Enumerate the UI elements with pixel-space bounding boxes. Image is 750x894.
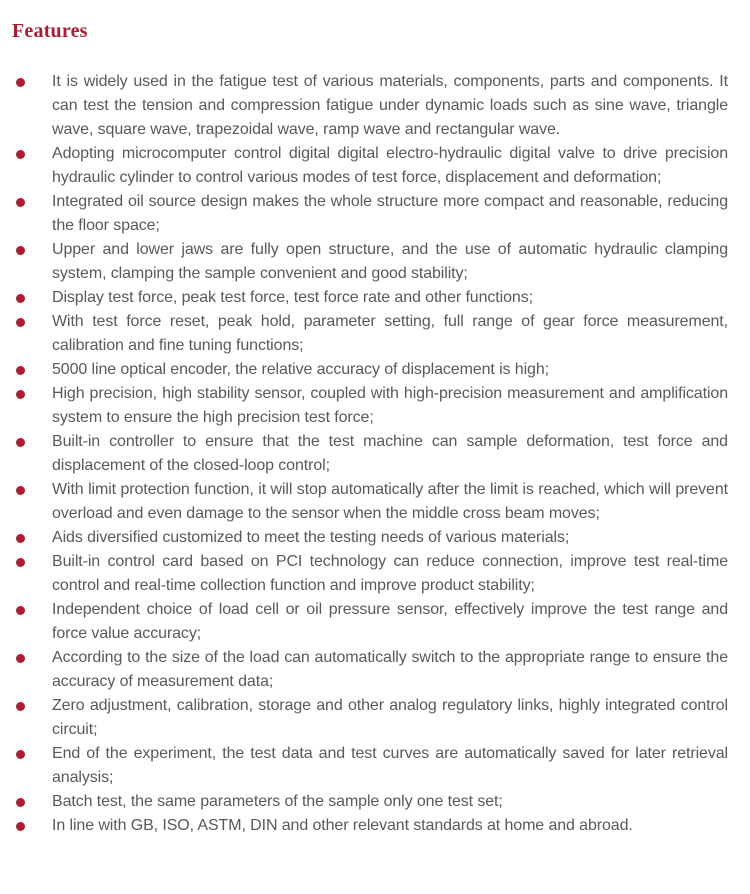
bullet-icon (16, 702, 25, 711)
bullet-icon (16, 558, 25, 567)
feature-text: Aids diversified customized to meet the testing needs of various materials; (52, 529, 570, 546)
list-item (10, 694, 728, 742)
feature-text: Display test force, peak test force, test force rate and other functions; (52, 289, 533, 306)
bullet-icon (16, 486, 25, 495)
bullet-icon (16, 366, 25, 375)
bullet-icon (16, 798, 25, 807)
list-item (10, 238, 728, 286)
list-item (10, 742, 728, 790)
feature-text: High precision, high stability sensor, coupled with high-precision measurement and amplification system to ensure the high precision test force; (52, 385, 728, 426)
feature-text: Built-in controller to ensure that the test machine can sample deformation, test force and displacement of the closed-loop control; (52, 433, 728, 474)
bullet-icon (16, 318, 25, 327)
list-item (10, 190, 728, 238)
feature-text: According to the size of the load can automatically switch to the appropriate range to ensure the accuracy of measurement data; (52, 649, 728, 690)
list-item (10, 430, 728, 478)
feature-text: 5000 line optical encoder, the relative accuracy of displacement is high; (52, 361, 549, 378)
feature-text: It is widely used in the fatigue test of various materials, components, parts and components. It can test the tension and compression fatigue under dynamic loads such as sine wave, triangle wave, square wave, trapezoidal wave, ramp wave and rectangular wave. (52, 73, 728, 138)
feature-text: Independent choice of load cell or oil pressure sensor, effectively improve the test range and force value accuracy; (52, 601, 728, 642)
bullet-icon (16, 654, 25, 663)
feature-text: Upper and lower jaws are fully open structure, and the use of automatic hydraulic clamping system, clamping the sample convenient and good stability; (52, 241, 728, 282)
list-item (10, 478, 728, 526)
list-item (10, 646, 728, 694)
features-list (10, 70, 728, 838)
list-item (10, 598, 728, 646)
page-title: Features (12, 20, 88, 42)
list-item (10, 286, 728, 310)
bullet-icon (16, 198, 25, 207)
list-item (10, 70, 728, 142)
list-item (10, 310, 728, 358)
list-item (10, 526, 728, 550)
bullet-icon (16, 606, 25, 615)
bullet-icon (16, 78, 25, 87)
bullet-icon (16, 150, 25, 159)
feature-text: Adopting microcomputer control digital digital electro-hydraulic digital valve to drive precision hydraulic cylinder to control various modes of test force, displacement and deformation; (52, 145, 728, 186)
list-item (10, 814, 728, 838)
feature-text: End of the experiment, the test data and test curves are automatically saved for later retrieval analysis; (52, 745, 728, 786)
list-item (10, 550, 728, 598)
bullet-icon (16, 246, 25, 255)
list-item (10, 142, 728, 190)
feature-text: Zero adjustment, calibration, storage and other analog regulatory links, highly integrated control circuit; (52, 697, 728, 738)
list-item (10, 358, 728, 382)
feature-text: Batch test, the same parameters of the sample only one test set; (52, 793, 503, 810)
list-item (10, 382, 728, 430)
feature-text: With test force reset, peak hold, parameter setting, full range of gear force measurement, calibration and fine tuning functions; (52, 313, 728, 354)
feature-text: Integrated oil source design makes the whole structure more compact and reasonable, reducing the floor space; (52, 193, 728, 234)
bullet-icon (16, 294, 25, 303)
bullet-icon (16, 534, 25, 543)
feature-text: In line with GB, ISO, ASTM, DIN and other relevant standards at home and abroad. (52, 817, 633, 834)
bullet-icon (16, 750, 25, 759)
bullet-icon (16, 438, 25, 447)
bullet-icon (16, 390, 25, 399)
list-item (10, 790, 728, 814)
bullet-icon (16, 822, 25, 831)
feature-text: With limit protection function, it will stop automatically after the limit is reached, which will prevent overload and even damage to the sensor when the middle cross beam moves; (52, 481, 728, 522)
feature-text: Built-in control card based on PCI technology can reduce connection, improve test real-time control and real-time collection function and improve product stability; (52, 553, 728, 594)
